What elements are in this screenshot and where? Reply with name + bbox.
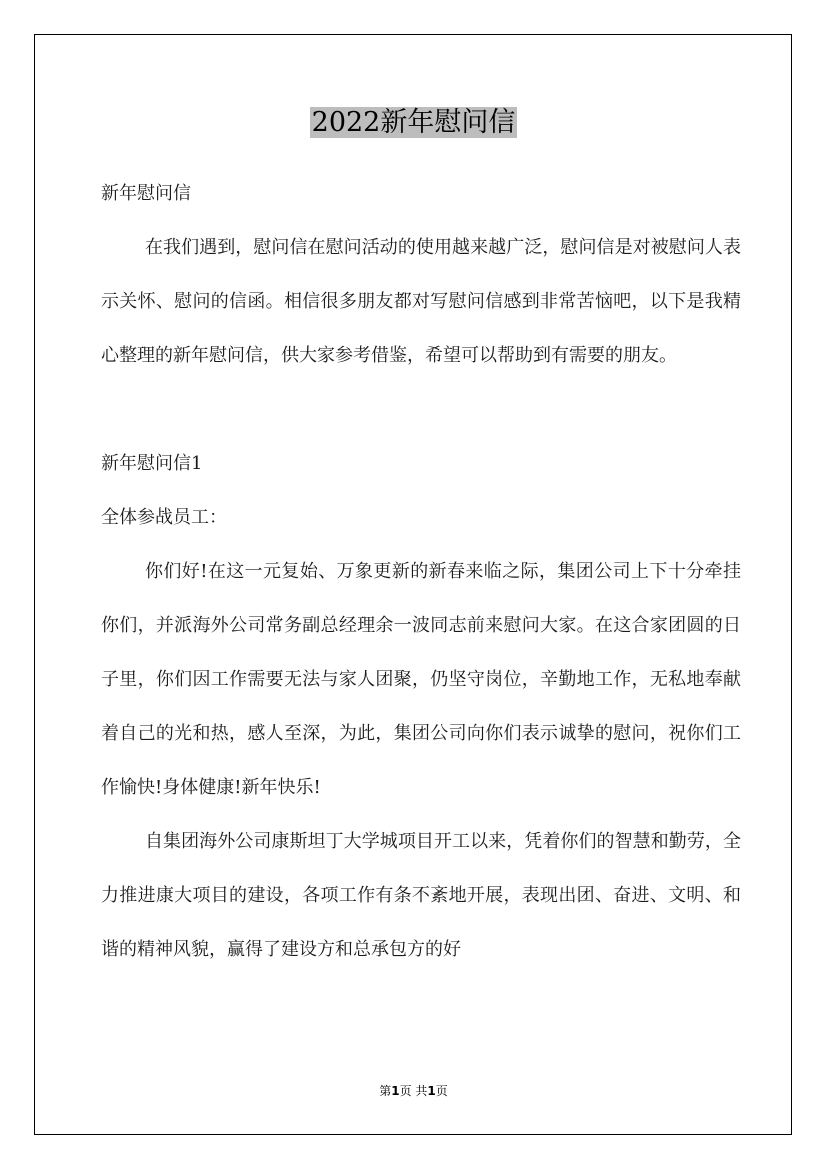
subtitle: 新年慰问信 [101, 183, 191, 204]
paragraph-line: 自集团海外公司康斯坦丁大学城项目开工以来，凭着你们的智慧 [145, 831, 651, 852]
document-title [0, 104, 827, 142]
section-spacer [101, 383, 741, 437]
paragraph-line: 位，辛勤地工作，无私地奉献着自己的光和热，感人至深，为此，集 [101, 669, 741, 744]
paragraph-line: 团公司向你们表示诚挚的慰问，祝你们工作愉快!身体健康!新年快乐! [101, 723, 741, 798]
intro-paragraph [101, 221, 741, 383]
footer-page-mid: 页 共 [399, 1084, 428, 1098]
footer-page-number: 1 [391, 1084, 400, 1098]
footer-total-pages: 1 [427, 1084, 436, 1098]
paragraph-line: 在这合家团圆的日子里，你们因工作需要无法与家人团聚，仍坚守岗 [101, 615, 742, 690]
paragraph-line: 和勤劳，全力推进康大项目的建设，各项工作有条不紊地开展，表现 [101, 831, 741, 906]
letter-paragraph-2 [101, 815, 741, 977]
intro-line: 可以帮助到有需要的朋友。 [461, 345, 677, 366]
intro-line: 在我们遇到，慰问信在慰问活动的使用越来越广泛，慰问信是对 [145, 237, 651, 258]
letter-paragraph-1 [101, 545, 741, 815]
document-title-text: 2022新年慰问信 [311, 107, 516, 138]
paragraph-line: 十分牵挂你们，并派海外公司常务副总经理余一波同志前来慰问大家。 [101, 561, 742, 636]
page-footer [0, 1082, 827, 1099]
footer-page-prefix: 第 [379, 1084, 392, 1098]
footer-page-suffix: 页 [435, 1084, 448, 1098]
section-heading: 新年慰问信1 [101, 453, 203, 474]
document-body [101, 167, 741, 977]
paragraph-line: 你们好!在这一元复始、万象更新的新春来临之际，集团公司上下 [145, 561, 668, 582]
intro-line: 常苦恼吧，以下是我精心整理的新年慰问信，供大家参考借鉴，希望 [101, 291, 742, 366]
paragraph-line: 出团、奋进、文明、和谐的精神风貌，赢得了建设方和总承包方的好 [101, 885, 742, 960]
salutation: 全体参战员工： [101, 507, 227, 528]
intro-line: 被慰问人表示关怀、慰问的信函。相信很多朋友都对写慰问信感到非 [101, 237, 741, 312]
